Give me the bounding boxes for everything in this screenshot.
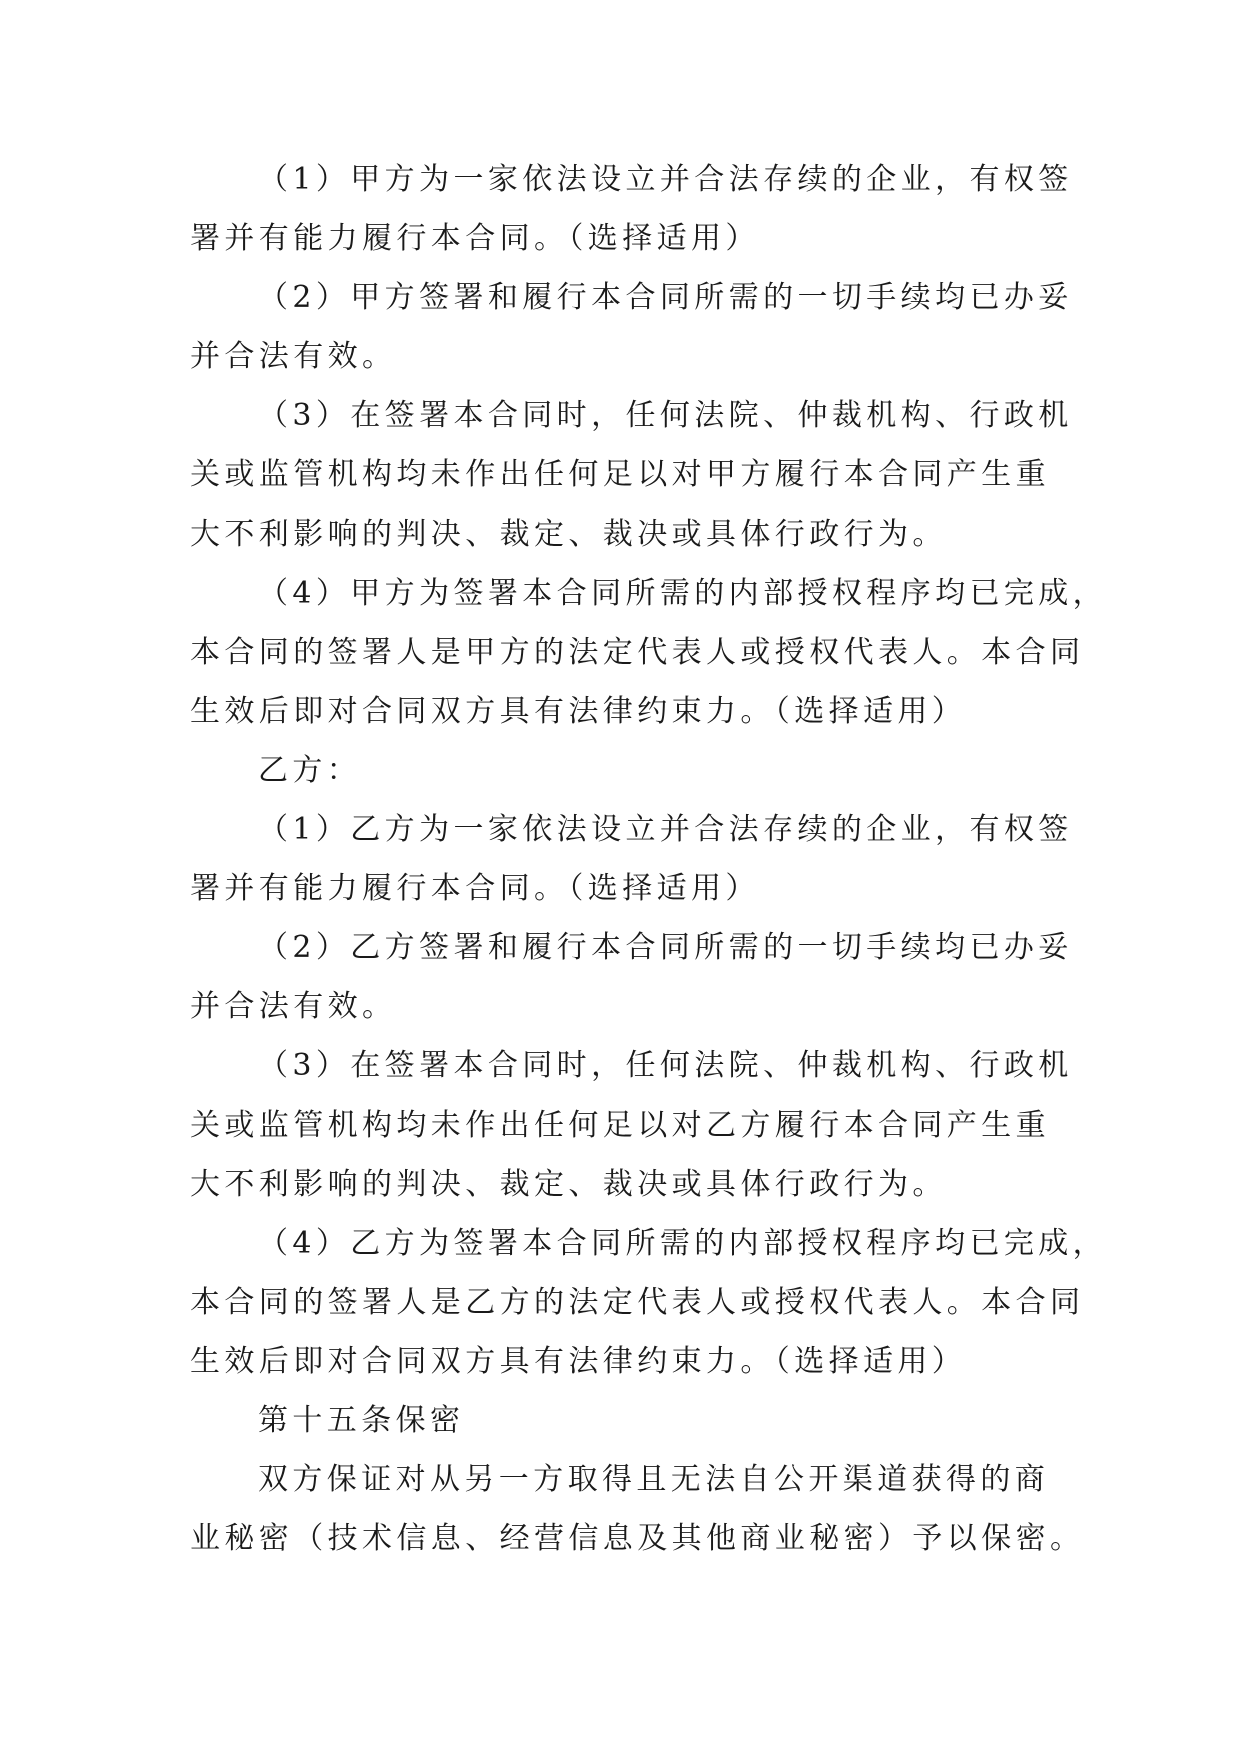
text-line: （3）在签署本合同时，任何法院、仲裁机构、行政机 [258,398,1073,434]
text-line: 署并有能力履行本合同。（选择适用） [190,221,760,257]
text-line: 生效后即对合同双方具有法律约束力。（选择适用） [190,693,967,729]
text-line: 本合同的签署人是甲方的法定代表人或授权代表人。本合同 [190,634,1085,670]
text-line: 大不利影响的判决、裁定、裁决或具体行政行为。 [190,516,947,552]
article-heading: 第十五条保密 [258,1402,465,1438]
text-line: 大不利影响的判决、裁定、裁决或具体行政行为。 [190,1166,947,1202]
text-line: 本合同的签署人是乙方的法定代表人或授权代表人。本合同 [190,1284,1085,1320]
text-line: 并合法有效。 [190,339,397,375]
text-line: 双方保证对从另一方取得且无法自公开渠道获得的商 [258,1462,1050,1498]
text-line: （1）乙方为一家依法设立并合法存续的企业，有权签 [258,812,1073,848]
document-body [190,150,1108,1568]
text-line: 生效后即对合同双方具有法律约束力。（选择适用） [190,1343,967,1379]
text-line: 关或监管机构均未作出任何足以对甲方履行本合同产生重 [190,457,1050,493]
text-line: （1）甲方为一家依法设立并合法存续的企业，有权签 [258,162,1073,197]
section-heading-party-b: 乙方： [258,752,362,788]
text-line: 并合法有效。 [190,989,397,1025]
text-line: 业秘密（技术信息、经营信息及其他商业秘密）予以保密。 [190,1521,1085,1557]
text-line: （4）甲方为签署本合同所需的内部授权程序均已完成， [258,575,1108,611]
text-line: （2）甲方签署和履行本合同所需的一切手续均已办妥 [258,280,1073,316]
text-line: 署并有能力履行本合同。（选择适用） [190,871,760,907]
text-line: （3）在签署本合同时，任何法院、仲裁机构、行政机 [258,1048,1073,1084]
text-line: 关或监管机构均未作出任何足以对乙方履行本合同产生重 [190,1107,1050,1143]
text-line: （4）乙方为签署本合同所需的内部授权程序均已完成， [258,1225,1108,1261]
text-line: （2）乙方签署和履行本合同所需的一切手续均已办妥 [258,930,1073,966]
